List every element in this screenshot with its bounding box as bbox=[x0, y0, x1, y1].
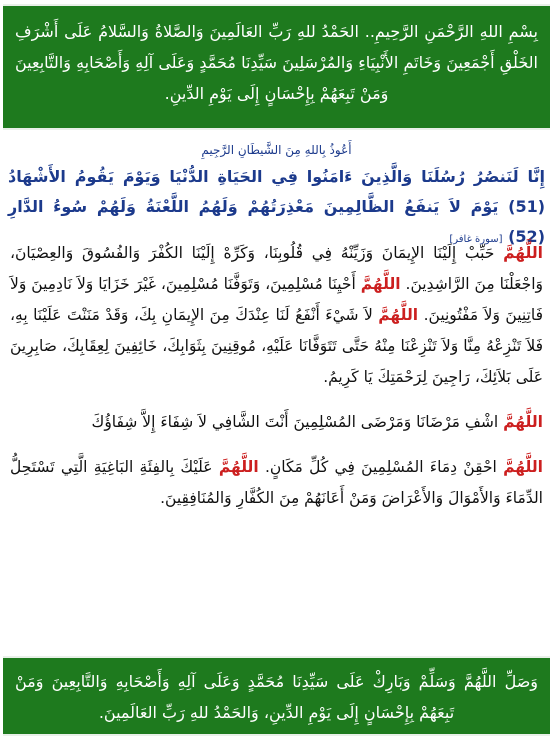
verse-part-2: يَوْمَ لاَ يَنفَعُ الظَّالِمِينَ مَعْذِرَتُهُمْ وَلَهُمُ اللَّعْنَةُ وَلَهُمْ سُوءُ الدَّارِ bbox=[8, 197, 499, 216]
footer-band bbox=[3, 656, 550, 736]
allahumma-word: اللَّهُمَّ bbox=[378, 306, 419, 324]
dua-3b-text: عَلَيْكَ بِالفِئَةِ البَاغِيَةِ الَّتِي تَسْتَحِلُّ الدِّمَاءَ وَالأَمْوَالَ وَالأَعْرَاضَ وَمَنْ أَعَانَهُمْ مِنَ الكُفَّارِ وَالمُنَافِقِينَ. bbox=[10, 458, 543, 507]
dua-1b-text: أَحْيِنَا مُسْلِمِينَ، وَتَوَفَّنَا مُسْلِمِينَ، غَيْرَ خَزَايَا وَلاَ نَادِمِينَ وَلاَ فَاتِنِينَ وَلاَ مَفْتُونِينَ. bbox=[10, 275, 543, 324]
allahumma-word: اللَّهُمَّ bbox=[503, 413, 543, 431]
header-band bbox=[3, 4, 550, 130]
dua-paragraph-2 bbox=[10, 407, 543, 438]
dua-paragraph-3 bbox=[10, 452, 543, 514]
verse-number-51: (51) bbox=[508, 197, 546, 216]
surah-reference: [سورة غافر] bbox=[449, 234, 503, 245]
verse-part-1: إِنَّا لَنَنصُرُ رُسُلَنَا وَالَّذِينَ ءَامَنُوا فِي الحَيَاةِ الدُّنْيَا وَيَوْمَ يَقُومُ الأَشْهَادُ bbox=[8, 167, 545, 186]
allahumma-word: اللَّهُمَّ bbox=[503, 458, 543, 476]
supplications bbox=[10, 238, 543, 522]
dua-2-text: اشْفِ مَرْضَانَا وَمَرْضَى المُسْلِمِينَ أَنْتَ الشَّافِي لاَ شِفَاءَ إِلاَّ شِفَاؤُكَ bbox=[91, 413, 499, 431]
dua-1a-text: حَبِّبْ إِلَيْنَا الإِيمَانَ وَزَيِّنْهُ فِي قُلُوبِنَا، وَكَرِّهْ إِلَيْنَا الكُفْرَ وَالفُسُوقَ وَالعِصْيَانَ، وَاجْعَلْنَا مِنَ الرَّاشِدِينَ. bbox=[10, 244, 543, 293]
allahumma-word: اللَّهُمَّ bbox=[360, 275, 401, 293]
allahumma-word: اللَّهُمَّ bbox=[218, 458, 259, 476]
verse-number-52: (52) bbox=[508, 227, 545, 246]
footer-band-text: وَصَلِّ اللَّهُمَّ وَسَلِّمْ وَبَارِكْ عَلَى سَيِّدِنَا مُحَمَّدٍ وَعَلَى آلِهِ وَأَصْحَابِهِ وَالتَّابِعِينَ وَمَنْ تَبِعَهُمْ بِإِحْسَانٍ إِلَى يَوْمِ الدِّينِ، وَالحَمْدُ للهِ رَبِّ العَالَمِينَ. bbox=[15, 672, 538, 722]
allahumma-word: اللَّهُمَّ bbox=[503, 244, 543, 262]
dua-3a-text: احْقِنْ دِمَاءَ المُسْلِمِينَ فِي كُلِّ مَكَانٍ. bbox=[264, 458, 497, 476]
taawwudh-line: أَعُوذُ بِاللهِ مِنَ الشَّيطَانِ الرَّجِيمِ bbox=[201, 143, 352, 157]
dua-1c-text: لاَ شَيْءَ أَنْفَعُ لَنَا عِنْدَكَ مِنَ الإِيمَانِ بِكَ، وَقَدْ مَنَنْتَ عَلَيْنَا بِهِ، فَلاَ تَنْزِعْهُ مِنَّا وَلاَ تَنْزِعْنَا مِنْهُ حَتَّى تَتَوَفَّانَا عَلَيْهِ، مُوقِنِينَ بِثَوَابِكَ، خَائِفِينَ لِعِقَابِكَ، صَابِرِينَ عَلَى بَلاَئِكَ، رَاجِينَ لِرَحْمَتِكَ يَا كَرِيمُ. bbox=[10, 306, 543, 386]
header-band-text: بِسْمِ اللهِ الرَّحْمَنِ الرَّحِيمِ.. الحَمْدُ للهِ رَبِّ العَالَمِينَ وَالصَّلاةُ وَالسَّلامُ عَلَى أَشْرَفِ الخَلْقِ أَجْمَعِينَ وَخَاتَمِ الأَنْبِيَاءِ وَالمُرْسَلِينَ سَيِّدِنَا مُحَمَّدٍ وَعَلَى آلِهِ وَأَصْحَابِهِ وَالتَّابِعِينَ وَمَنْ تَبِعَهُمْ بِإِحْسَانٍ إِلَى يَوْمِ الدِّينِ. bbox=[15, 22, 538, 103]
dua-paragraph-1 bbox=[10, 238, 543, 393]
